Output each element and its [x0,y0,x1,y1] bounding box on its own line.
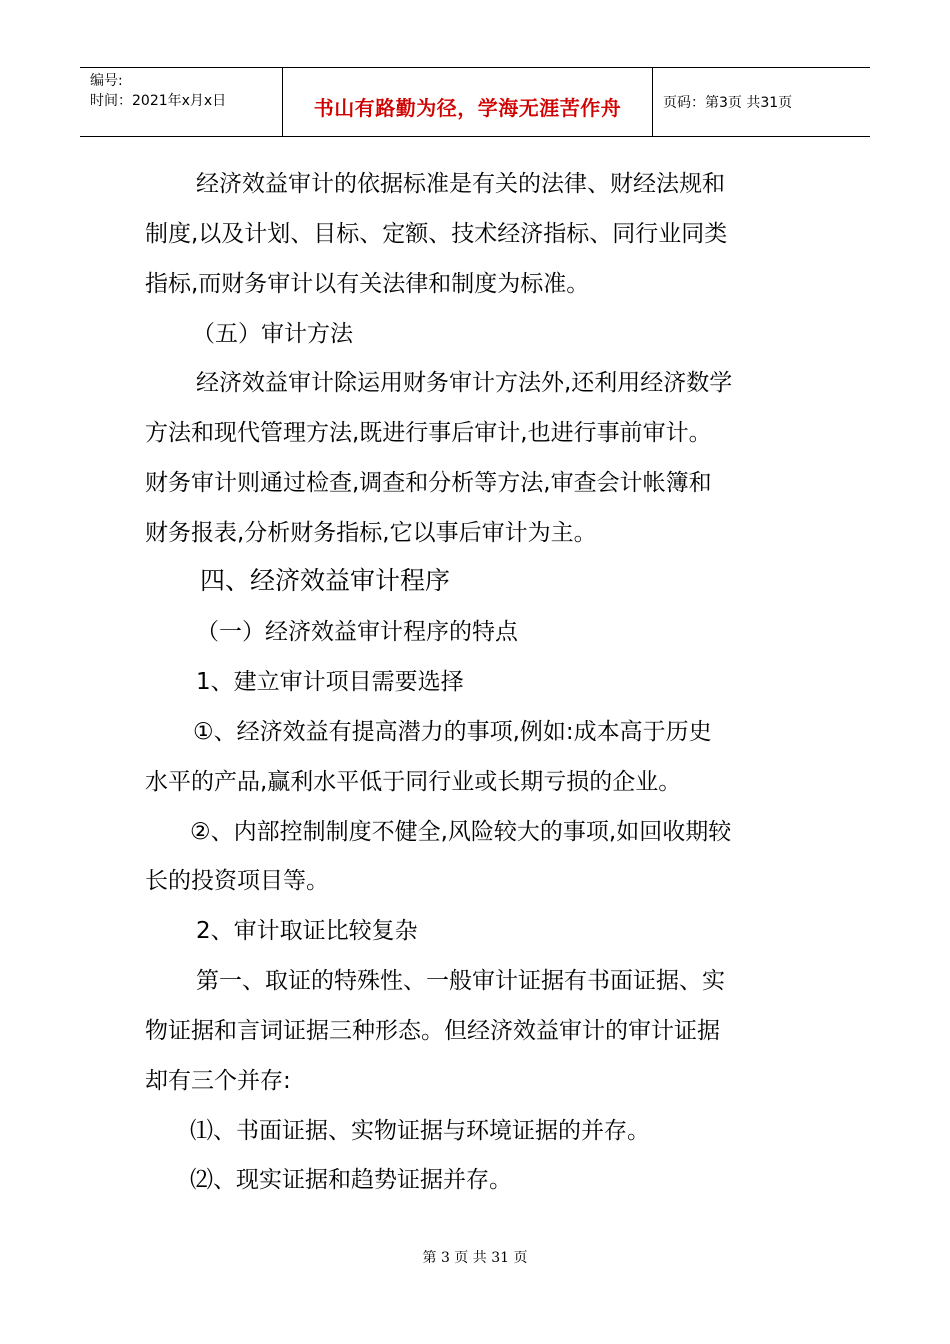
body-paragraph-line: 物证据和言词证据三种形态。但经济效益审计的审计证据 [145,1018,720,1044]
body-paragraph-line: ⑵、现实证据和趋势证据并存。 [190,1167,512,1193]
body-paragraph-line: 财务审计则通过检查,调查和分析等方法,审查会计帐簿和 [145,470,712,496]
body-paragraph-line: 长的投资项目等。 [145,868,329,894]
section-heading: 四、经济效益审计程序 [200,566,451,595]
section-subheading: （五）审计方法 [192,321,353,347]
page-header [80,67,870,137]
page-footer: 第 3 页 共 31 页 [422,1250,528,1266]
body-paragraph-line: 第一、取证的特殊性、一般审计证据有书面证据、实 [196,968,725,994]
body-paragraph-line: ⑴、书面证据、实物证据与环境证据的并存。 [190,1118,650,1144]
header-motto: 书山有路勤为径，学海无涯苦作舟 [313,96,622,120]
list-heading: 1、建立审计项目需要选择 [196,669,464,695]
body-paragraph-line: 却有三个并存: [145,1068,291,1094]
body-paragraph-line: 经济效益审计除运用财务审计方法外,还利用经济数学 [196,370,733,396]
list-heading: 2、审计取证比较复杂 [196,918,418,944]
document-date-label: 时间：2021年x月x日 [90,93,227,109]
body-paragraph-line: ②、内部控制制度不健全,风险较大的事项,如回收期较 [190,819,732,845]
body-paragraph-line: 方法和现代管理方法,既进行事后审计,也进行事前审计。 [145,420,712,446]
body-paragraph-line: 制度,以及计划、目标、定额、技术经济指标、同行业同类 [145,221,728,247]
body-paragraph-line: 财务报表,分析财务指标,它以事后审计为主。 [145,520,597,546]
header-page-label: 页码：第3页 共31页 [663,95,793,111]
body-paragraph-line: 水平的产品,赢利水平低于同行业或长期亏损的企业。 [145,769,682,795]
section-subheading: （一）经济效益审计程序的特点 [196,619,518,645]
body-paragraph-line: ①、经济效益有提高潜力的事项,例如:成本高于历史 [193,719,712,745]
document-number-label: 编号: [90,73,123,89]
body-paragraph-line: 指标,而财务审计以有关法律和制度为标准。 [145,271,590,297]
header-middle-cell [283,68,653,136]
body-paragraph-line: 经济效益审计的依据标准是有关的法律、财经法规和 [196,171,725,197]
header-left-cell [80,68,283,136]
header-right-cell [653,68,870,136]
